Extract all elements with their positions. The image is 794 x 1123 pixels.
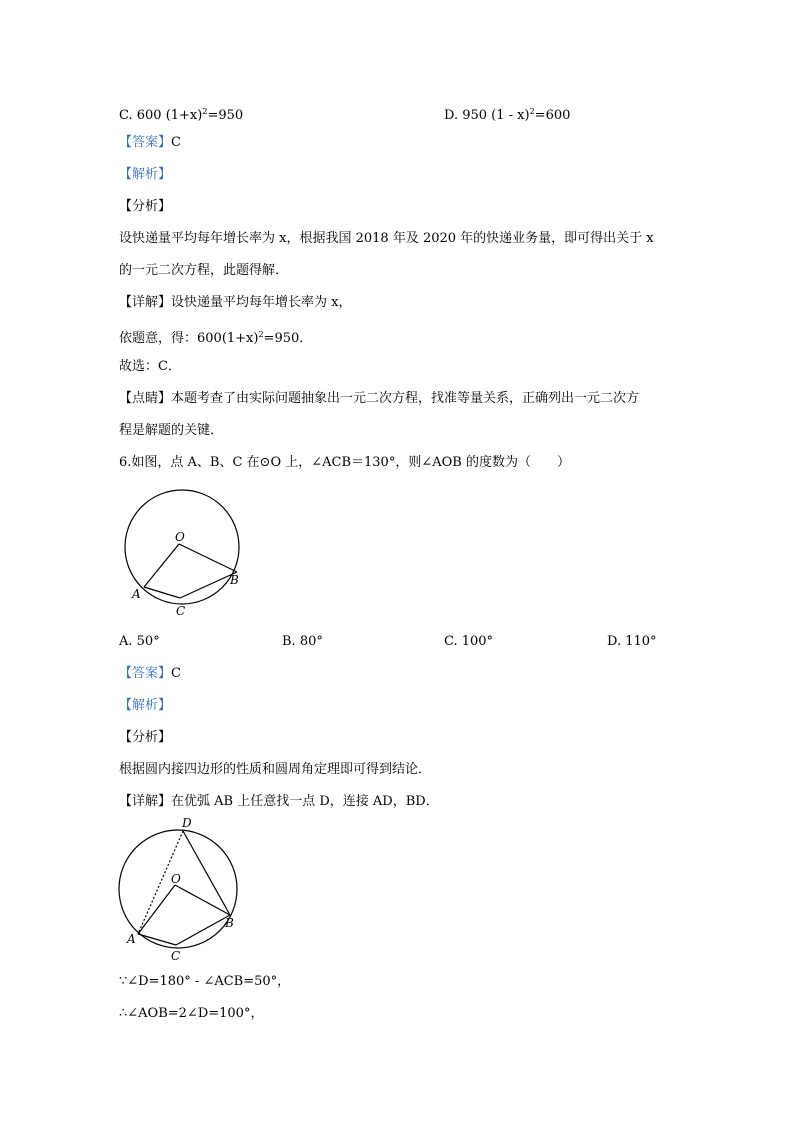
comment-line-q5-2: 程是解题的关键． bbox=[119, 423, 224, 438]
circle-figure-2 bbox=[112, 812, 247, 964]
step-2: ∴∠AOB=2∠D=100°， bbox=[119, 1006, 264, 1021]
label-a-2: A bbox=[127, 932, 136, 946]
option-d-prev: D. 950 (1 - x)$^2$=600 bbox=[444, 107, 571, 123]
equation-line-q5: 依题意，得：$600(1+x)^2=950$． bbox=[119, 330, 313, 346]
option-d: D. 110° bbox=[607, 634, 657, 649]
analysis-heading-q6: 【解析】 bbox=[119, 698, 172, 713]
label-o: O bbox=[175, 530, 185, 544]
label-o-2: O bbox=[171, 872, 181, 886]
analysis-heading-q5: 【解析】 bbox=[119, 167, 172, 182]
choose-line-q5: 故选：C． bbox=[119, 359, 181, 374]
fenxi-text-q5-1: 设快递量平均每年增长率为 x，根据我国 2018 年及 2020 年的快递业务量，即可得出关于 x bbox=[119, 231, 654, 246]
label-c-2: C bbox=[171, 949, 181, 963]
option-b: B. 80° bbox=[282, 634, 323, 649]
option-a: A. 50° bbox=[119, 634, 160, 649]
comment-line-q5-1: 【点睛】本题考查了由实际问题抽象出一元二次方程，找准等量关系，正确列出一元二次方 bbox=[119, 391, 640, 406]
fenxi-heading-q5: 【分析】 bbox=[119, 199, 172, 214]
detail-line-q5: 【详解】设快递量平均每年增长率为 x， bbox=[119, 295, 352, 310]
label-c: C bbox=[176, 604, 186, 618]
answer-tag: 【答案】 bbox=[119, 135, 172, 150]
option-c: C. 100° bbox=[444, 634, 494, 649]
detail-line-q6: 【详解】在优弧 AB 上任意找一点 D，连接 AD，BD． bbox=[119, 794, 439, 809]
label-b-2: B bbox=[225, 916, 234, 930]
label-d: D bbox=[182, 816, 192, 830]
circle-figure-1 bbox=[115, 480, 250, 620]
fenxi-heading-q6: 【分析】 bbox=[119, 730, 172, 745]
label-a: A bbox=[132, 587, 141, 601]
fenxi-text-q6: 根据圆内接四边形的性质和圆周角定理即可得到结论． bbox=[119, 762, 432, 777]
step-1: ∵∠D=180° - ∠ACB=50°， bbox=[119, 974, 291, 989]
question-6: 6.如图，点 A、B、C 在⊙O 上，∠ACB＝130°，则∠AOB 的度数为（ ） bbox=[119, 455, 570, 470]
label-b: B bbox=[230, 573, 239, 587]
fenxi-text-q5-2: 的一元二次方程，此题得解． bbox=[119, 263, 289, 278]
answer-line-q5: 【答案】C bbox=[119, 135, 181, 150]
option-c-prev: C. 600 $(1+x)^2=950$ bbox=[119, 107, 244, 123]
answer-line-q6: 【答案】C bbox=[119, 666, 181, 681]
